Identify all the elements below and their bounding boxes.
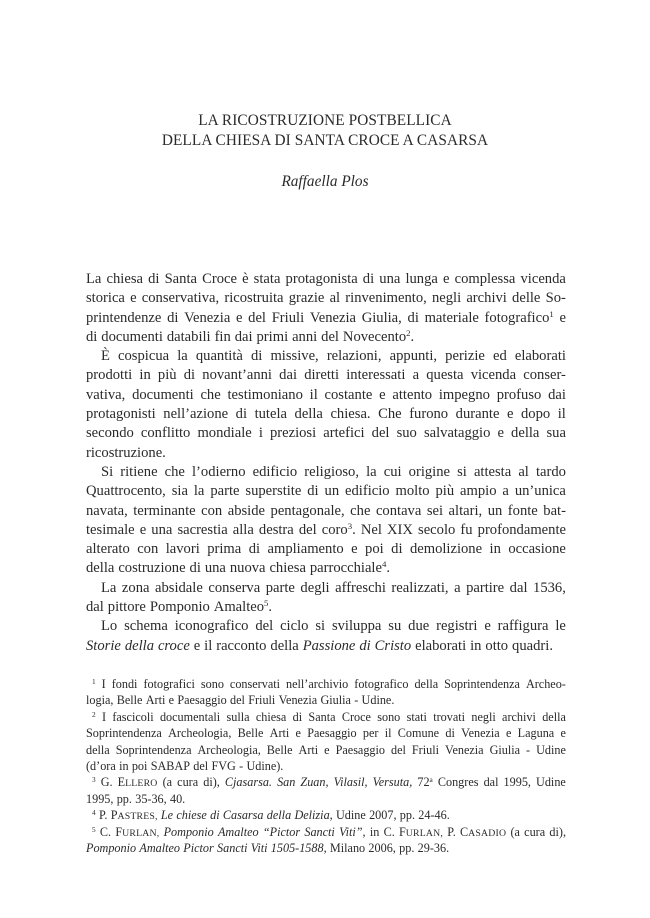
- chapter-title-line-1: LA RICOSTRUZIONE POSTBELLICA: [198, 112, 452, 129]
- body-line: protagonisti nell’azione di tutela della chiesa. Che furono durante e dopo il: [86, 406, 566, 423]
- body-line: alterato con lavori prima di ampliamento e poi di demolizione in occasione: [86, 541, 566, 558]
- author-name: Raffaella Plos: [281, 173, 369, 190]
- footnote-line: $^2$ I fascicoli documentali sulla chiesa di Santa Croce sono stati trovati negli archivi della: [92, 709, 566, 724]
- footnote-line: $^5$ C. FURLAN, Pomponio Amalteo “Pictor Sancti Viti”, in C. FURLAN, P. CASADIO (a cura di),: [92, 824, 566, 839]
- footnotes: [86, 676, 566, 856]
- chapter-title-line-2: DELLA CHIESA DI SANTA CROCE A CASARSA: [161, 132, 489, 149]
- body-line: Si ritiene che l’odierno edificio religioso, la cui origine si attesta al tardo: [101, 463, 566, 480]
- body-line: vativa, documenti che testimoniano il costante e attento impegno profuso dai: [86, 386, 566, 403]
- footnote-line: (d’ora in poi SABAP del FVG - Udine).: [86, 758, 284, 773]
- body-line: di documenti databili fin dai primi anni del Novecento$^2$.: [86, 328, 415, 345]
- body-line: La zona absidale conserva parte degli affreschi realizzati, a partire dal 1536,: [101, 579, 566, 596]
- body-line: prodotti in più di novant’anni dai diretti interessati a questa vicenda conser-: [86, 367, 566, 384]
- body-line: della costruzione di una nuova chiesa parrocchiale$^4$.: [86, 559, 390, 577]
- footnote-line: $^4$ P. PASTRES, Le chiese di Casarsa della Delizia, Udine 2007, pp. 24-46.: [92, 808, 450, 823]
- body-line: printendenze di Venezia e del Friuli Venezia Giulia, di materiale fotografico$^1$ e: [86, 308, 566, 326]
- body-line: Quattrocento, sia la parte superstite di un edificio molto più ampio a un’unica: [86, 483, 566, 500]
- body-line: La chiesa di Santa Croce è stata protagonista di una lunga e complessa vicenda: [86, 271, 566, 287]
- body-line: ricostruzione.: [86, 444, 166, 461]
- body-line: storica e conservativa, ricostruita grazie al rinvenimento, negli archivi delle So-: [86, 290, 566, 307]
- footnote-line: $^1$ I fondi fotografici sono conservati nell’archivio fotografico della Soprintendenza Archeo-: [92, 676, 566, 691]
- body-line: secondo conflitto mondiale i preziosi artefici del suo salvataggio e della sua: [86, 425, 566, 442]
- chapter-title: [0, 111, 650, 151]
- body-text: [86, 270, 566, 656]
- body-line: Storie della croce e il racconto della Passione di Cristo elaborati in otto quadri.: [86, 637, 553, 654]
- footnote-line: Soprintendenza Archeologia, Belle Arti e Paesaggio per il Comune di Venezia e Laguna e: [86, 726, 566, 741]
- body-line: È cospicua la quantità di missive, relazioni, appunti, perizie ed elaborati: [101, 348, 566, 365]
- footnote-line: Pomponio Amalteo Pictor Sancti Viti 1505-1588, Milano 2006, pp. 29-36.: [86, 840, 450, 855]
- body-line: tesimale e una sacrestia alla destra del coro$^3$. Nel XIX secolo fu profondamente: [86, 521, 566, 538]
- footnote-line: $^3$ G. ELLERO (a cura di), Cjasarsa. San Zuan, Vilasil, Versuta, 72$^a$ Congres dal 1995, Udine: [92, 775, 566, 790]
- footnote-line: della Soprintendenza Archeologia, Belle Arti e Paesaggio del Friuli Venezia Giulia - Udine: [86, 742, 566, 757]
- body-line: navata, terminante con abside pentagonale, che contava sei altari, un fonte bat-: [86, 502, 566, 519]
- footnote-line: 1995, pp. 35-36, 40.: [86, 791, 186, 806]
- body-line: Lo schema iconografico del ciclo si sviluppa su due registri e raffigura le: [101, 618, 566, 635]
- body-line: dal pittore Pomponio Amalteo$^5$.: [86, 598, 273, 616]
- footnote-line: logia, Belle Arti e Paesaggio del Friuli Venezia Giulia - Udine.: [86, 693, 395, 708]
